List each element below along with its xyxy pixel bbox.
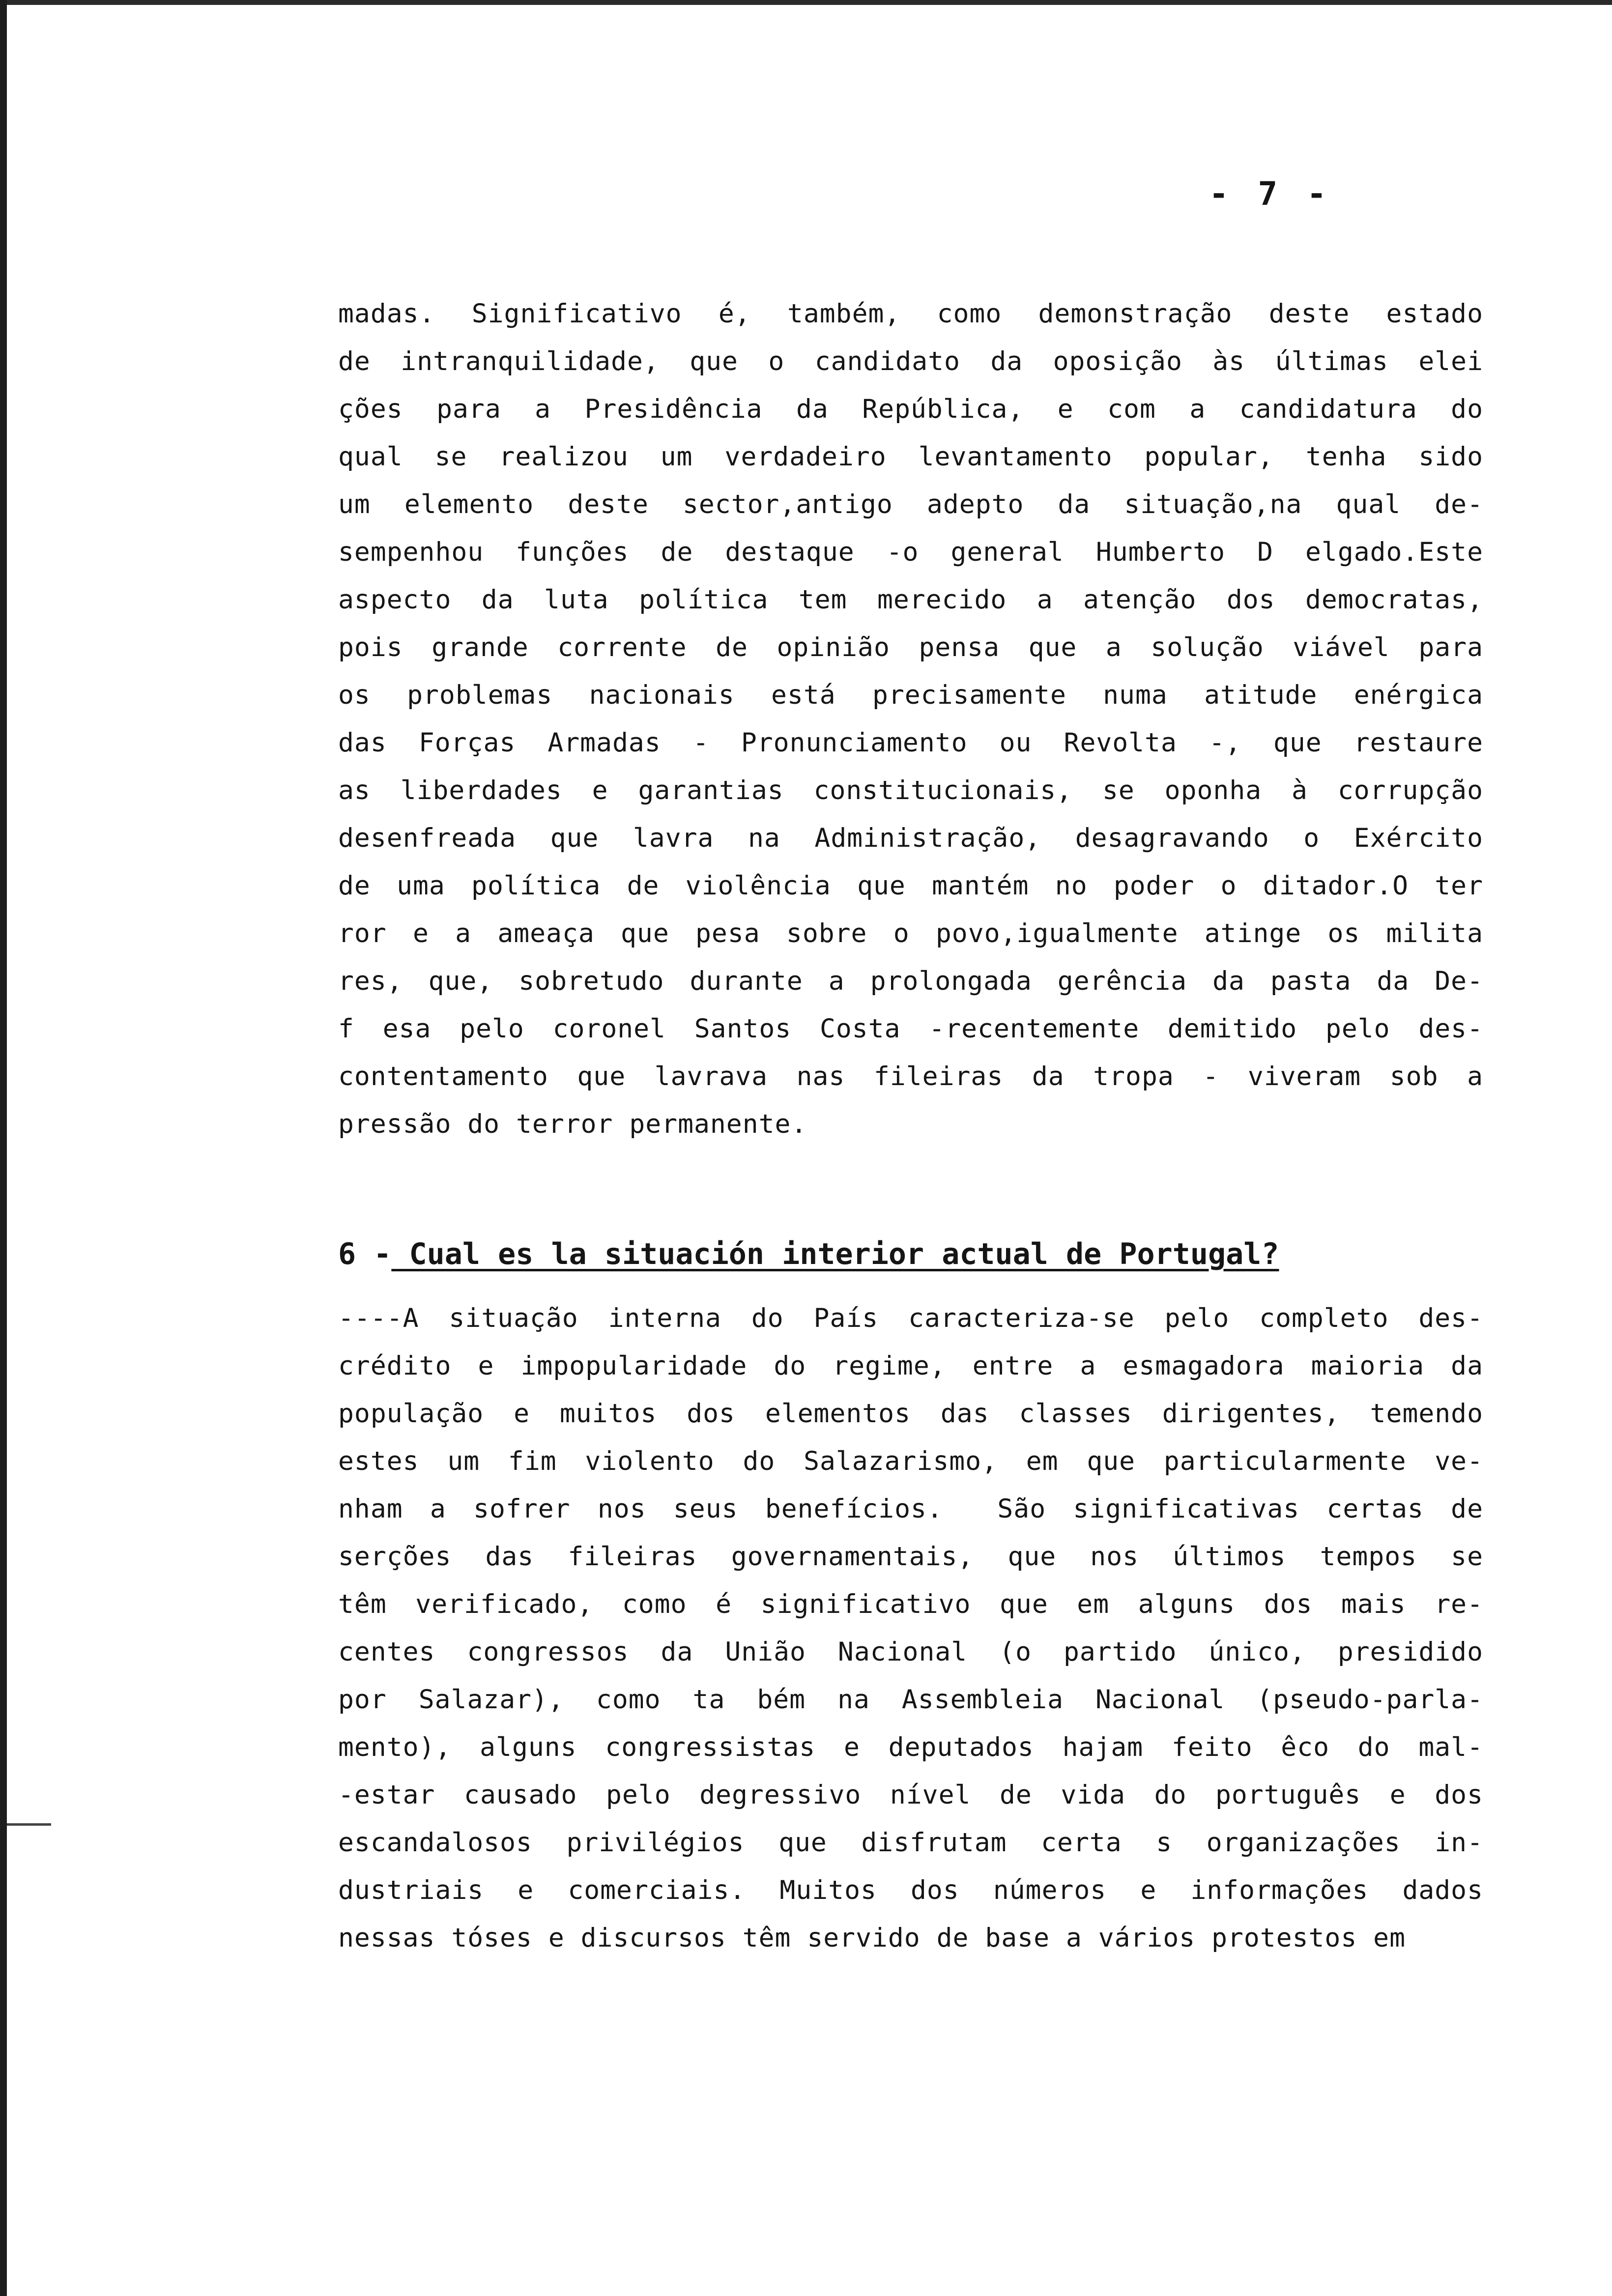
section-2-text-line: população e muitos dos elementos das classes dirigentes, temendo [338,1399,1483,1429]
section-2-text-line: ----A situação interna do País caracteriza-se pelo completo des- [338,1303,1483,1333]
section-1-text-line: as liberdades e garantias constitucionais, se oponha à corrupção [338,775,1483,805]
paragraph-section-6 [338,1294,1483,1962]
section-1-text-line: ções para a Presidência da República, e com a candidatura do [338,394,1483,424]
section-1-text-line: de intranquilidade, que o candidato da oposição às últimas elei [338,346,1483,376]
section-heading-title: Cual es la situación interior actual de Portugal? [391,1237,1279,1271]
section-1-text-line: contentamento que lavrava nas fileiras da tropa - viveram sob a [338,1062,1483,1091]
section-2-text-line: nham a sofrer nos seus benefícios. São significativas certas de [338,1494,1483,1524]
section-1-text-line: os problemas nacionais está precisamente numa atitude enérgica [338,680,1483,710]
section-2-text-line: por Salazar), como ta bém na Assembleia Nacional (pseudo-parla- [338,1685,1483,1715]
section-1-text-line: sempenhou funções de destaque -o general Humberto D elgado.Este [338,537,1483,567]
section-2-text-line: serções das fileiras governamentais, que nos últimos tempos se [338,1542,1483,1572]
section-heading [338,1234,1279,1274]
section-1-text-line: um elemento deste sector,antigo adepto da situação,na qual de- [338,489,1483,519]
section-2-text-line: crédito e impopularidade do regime, entre a esmagadora maioria da [338,1351,1483,1381]
section-1-text-line: madas. Significativo é, também, como demonstração deste estado [338,299,1483,329]
section-2-text-line: centes congressos da União Nacional (o partido único, presidido [338,1637,1483,1667]
section-1-text-line: pois grande corrente de opinião pensa que a solução viável para [338,632,1483,662]
section-1-text-line: res, que, sobretudo durante a prolongada gerência da pasta da De- [338,966,1483,996]
section-2-text-line: estes um fim violento do Salazarismo, em que particularmente ve- [338,1446,1483,1476]
section-1-text-line: f esa pelo coronel Santos Costa -recentemente demitido pelo des- [338,1014,1483,1044]
section-heading-number: 6 - [338,1237,392,1271]
section-2-text-line: mento), alguns congressistas e deputados hajam feito êco do mal- [338,1732,1483,1762]
section-2-text-line: escandalosos privilégios que disfrutam certa s organizações in- [338,1828,1483,1858]
scan-left-edge [0,0,7,2296]
paragraph-continued [338,290,1483,1148]
margin-mark [7,1823,51,1826]
section-1-text-line: aspecto da luta política tem merecido a atenção dos democratas, [338,585,1483,615]
scan-top-edge [0,0,1612,5]
section-1-text-line: desenfreada que lavra na Administração, desagravando o Exército [338,823,1483,853]
section-2-text-line: -estar causado pelo degressivo nível de vida do português e dos [338,1780,1483,1810]
section-1-text-line: de uma política de violência que mantém no poder o ditador.O ter [338,871,1483,901]
section-1-text-line: qual se realizou um verdadeiro levantamento popular, tenha sido [338,442,1483,472]
section-1-text-line: ror e a ameaça que pesa sobre o povo,igualmente atinge os milita [338,918,1483,948]
page-number: - 7 - [1209,175,1331,213]
section-2-text-line: dustriais e comerciais. Muitos dos números e informações dados [338,1875,1483,1905]
section-1-text-line: das Forças Armadas - Pronunciamento ou Revolta -, que restaure [338,728,1483,758]
section-2-text-line: têm verificado, como é significativo que em alguns dos mais re- [338,1589,1483,1619]
section-1-text-line: pressão do terror permanente. [338,1109,807,1139]
section-2-text-line: nessas tóses e discursos têm servido de base a vários protestos em [338,1923,1406,1953]
